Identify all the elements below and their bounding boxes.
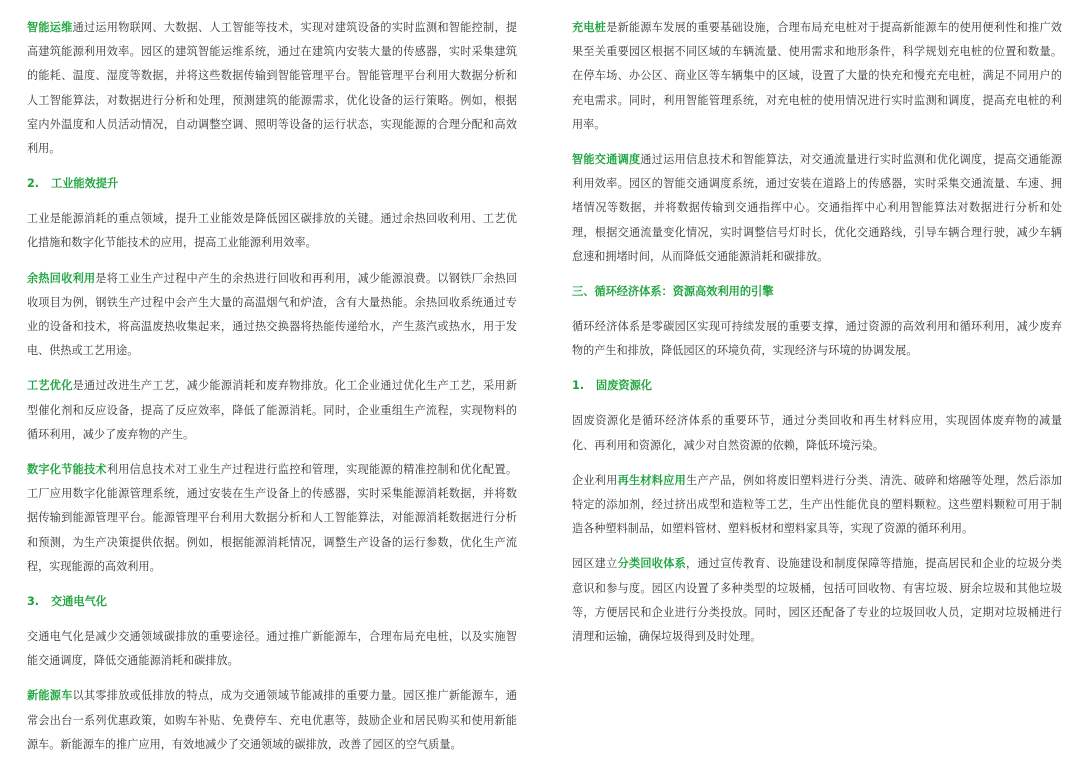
highlight-term: 新能源车	[27, 689, 73, 703]
paragraph-text: 以其零排放或低排放的特点，成为交通领域节能减排的重要力量。园区推广新能源车，通常会出台一系列优惠政策，如购车补贴、免费停车、充电优惠等，鼓励企业和居民购买和使用新能源车。新能源车的推广应用，有效地减少了交通领域的碳排放，改善了园区的空气质量。	[27, 689, 517, 751]
heading-title: 固废资源化	[596, 379, 652, 393]
paragraph-sorting-system	[572, 552, 1062, 649]
heading-number: 2.	[27, 177, 40, 191]
chapter-heading-circular-economy	[572, 280, 1062, 304]
section-heading-industrial-efficiency	[27, 172, 517, 196]
highlight-term: 工艺优化	[27, 379, 73, 393]
paragraph-text: 通过运用物联网、大数据、人工智能等技术，实现对建筑设备的实时监测和智能控制，提高建筑能源利用效率。园区的建筑智能运维系统，通过在建筑内安装大量的传感器，实时采集建筑的能耗、温度、湿度等数据，并将这些数据传输到智能管理平台。智能管理平台利用大数据分析和人工智能算法，对数据进行分析和处理，预测建筑的能源需求，优化设备的运行策略。例如，根据室内外温度和人员活动情况，自动调整空调、照明等设备的运行状态，实现能源的合理分配和高效利用。	[27, 21, 517, 156]
paragraph-circular-intro	[572, 315, 1062, 363]
paragraph-text: 是将工业生产过程中产生的余热进行回收和再利用，减少能源浪费。以钢铁厂余热回收项目为例，钢铁生产过程中会产生大量的高温烟气和炉渣，含有大量热能。余热回收系统通过专业的设备和技术，将高温废热收集起来，通过热交换器将热能传递给水，产生蒸汽或热水，用于发电、供热或工艺用途。	[27, 271, 517, 358]
heading-number: 1.	[572, 379, 585, 393]
paragraph-text: 是新能源车发展的重要基础设施，合理布局充电桩对于提高新能源车的使用便利性和推广效果至关重要园区根据不同区域的车辆流量、使用需求和地形条件，科学规划充电桩的位置和数量。在停车场、办公区、商业区等车辆集中的区域，设置了大量的快充和慢充充电桩，满足不同用户的充电需求。同时，利用智能管理系统，对充电桩的使用情况进行实时监测和调度，提高充电桩的利用率。	[572, 21, 1062, 131]
paragraph-recycled-materials	[572, 469, 1062, 542]
highlight-term: 数字化节能技术	[27, 463, 107, 477]
paragraph-process-optimization	[27, 374, 517, 447]
paragraph-waste-heat	[27, 267, 517, 364]
paragraph-charging-piles	[572, 16, 1062, 137]
highlight-term: 余热回收利用	[27, 271, 96, 285]
paragraph-new-energy-vehicles	[27, 684, 517, 757]
paragraph-text: 生产产品，例如将废旧塑料进行分类、清洗、破碎和熔融等处理，然后添加特定的添加剂，经过挤出成型和造粒等工艺，生产出性能优良的塑料颗粒。这些塑料颗粒可用于制造各种塑料制品，如塑料管材、塑料板材和塑料家具等，实现了资源的循环利用。	[572, 473, 1062, 536]
section-heading-transport-electrification	[27, 590, 517, 614]
paragraph-industrial-intro	[27, 207, 517, 255]
highlight-term: 智能交通调度	[572, 153, 641, 167]
heading-title: 工业能效提升	[51, 177, 119, 191]
heading-number: 3.	[27, 595, 40, 609]
paragraph-smart-traffic	[572, 148, 1062, 269]
paragraph-text: 工业是能源消耗的重点领域，提升工业能效是降低园区碳排放的关键。通过余热回收利用、工艺优化措施和数字化节能技术的应用，提高工业能源利用效率。	[27, 212, 517, 250]
paragraph-lead: 园区建立	[572, 557, 618, 571]
paragraph-text: 固废资源化是循环经济体系的重要环节，通过分类回收和再生材料应用，实现固体废弃物的减量化、再利用和资源化，减少对自然资源的依赖，降低环境污染。	[572, 414, 1062, 452]
highlight-term: 再生材料应用	[617, 473, 687, 487]
heading-title: 交通电气化	[51, 595, 107, 609]
heading-title: 三、循环经济体系：资源高效利用的引擎	[572, 285, 774, 299]
highlight-term: 分类回收体系	[617, 557, 687, 571]
highlight-term: 充电桩	[572, 21, 607, 34]
highlight-term: 智能运维	[27, 21, 73, 34]
right-column	[572, 16, 1062, 660]
paragraph-solid-waste-intro	[572, 409, 1062, 457]
paragraph-text: 通过运用信息技术和智能算法，对交通流量进行实时监测和优化调度，提高交通能源利用效率。园区的智能交通调度系统，通过安装在道路上的传感器，实时采集交通流量、车速、拥堵情况等数据，并将数据传输到交通指挥中心。交通指挥中心利用智能算法对数据进行分析和处理，根据交通流量变化情况，实时调整信号灯时长，优化交通路线，引导车辆合理行驶，减少车辆怠速和拥堵时间，从而降低交通能源消耗和碳排放。	[572, 153, 1062, 263]
paragraph-transport-intro	[27, 625, 517, 673]
left-column	[27, 16, 517, 768]
section-heading-solid-waste	[572, 374, 1062, 398]
paragraph-text: 循环经济体系是零碳园区实现可持续发展的重要支撑，通过资源的高效利用和循环利用，减少废弃物的产生和排放，降低园区的环境负荷，实现经济与环境的协调发展。	[572, 320, 1062, 358]
paragraph-text: 交通电气化是减少交通领域碳排放的重要途径。通过推广新能源车，合理布局充电桩，以及实施智能交通调度，降低交通能源消耗和碳排放。	[27, 630, 517, 668]
paragraph-text: 利用信息技术对工业生产过程进行监控和管理，实现能源的精准控制和优化配置。工厂应用数字化能源管理系统，通过安装在生产设备上的传感器，实时采集能源消耗数据，并将数据传输到能源管理平台。能源管理平台利用大数据分析和人工智能算法，对能源消耗数据进行分析和预测，为生产决策提供依据。例如，根据能源消耗情况，调整生产设备的运行参数，优化生产流程，实现能源的高效利用。	[27, 463, 517, 573]
paragraph-lead: 企业利用	[572, 473, 618, 487]
paragraph-text: ，通过宣传教育、设施建设和制度保障等措施，提高居民和企业的垃圾分类意识和参与度。园区内设置了多种类型的垃圾桶，包括可回收物、有害垃圾、厨余垃圾和其他垃圾等，方便居民和企业进行分类投放。同时，园区还配备了专业的垃圾回收人员，定期对垃圾桶进行清理和运输，确保垃圾得到及时处理。	[572, 557, 1062, 644]
paragraph-digital-energy	[27, 458, 517, 579]
paragraph-smart-maintenance	[27, 16, 517, 161]
paragraph-text: 是通过改进生产工艺，减少能源消耗和废弃物排放。化工企业通过优化生产工艺，采用新型催化剂和反应设备，提高了反应效率，降低了能源消耗。同时，企业重组生产流程，实现物料的循环利用，减少了废弃物的产生。	[27, 379, 517, 441]
